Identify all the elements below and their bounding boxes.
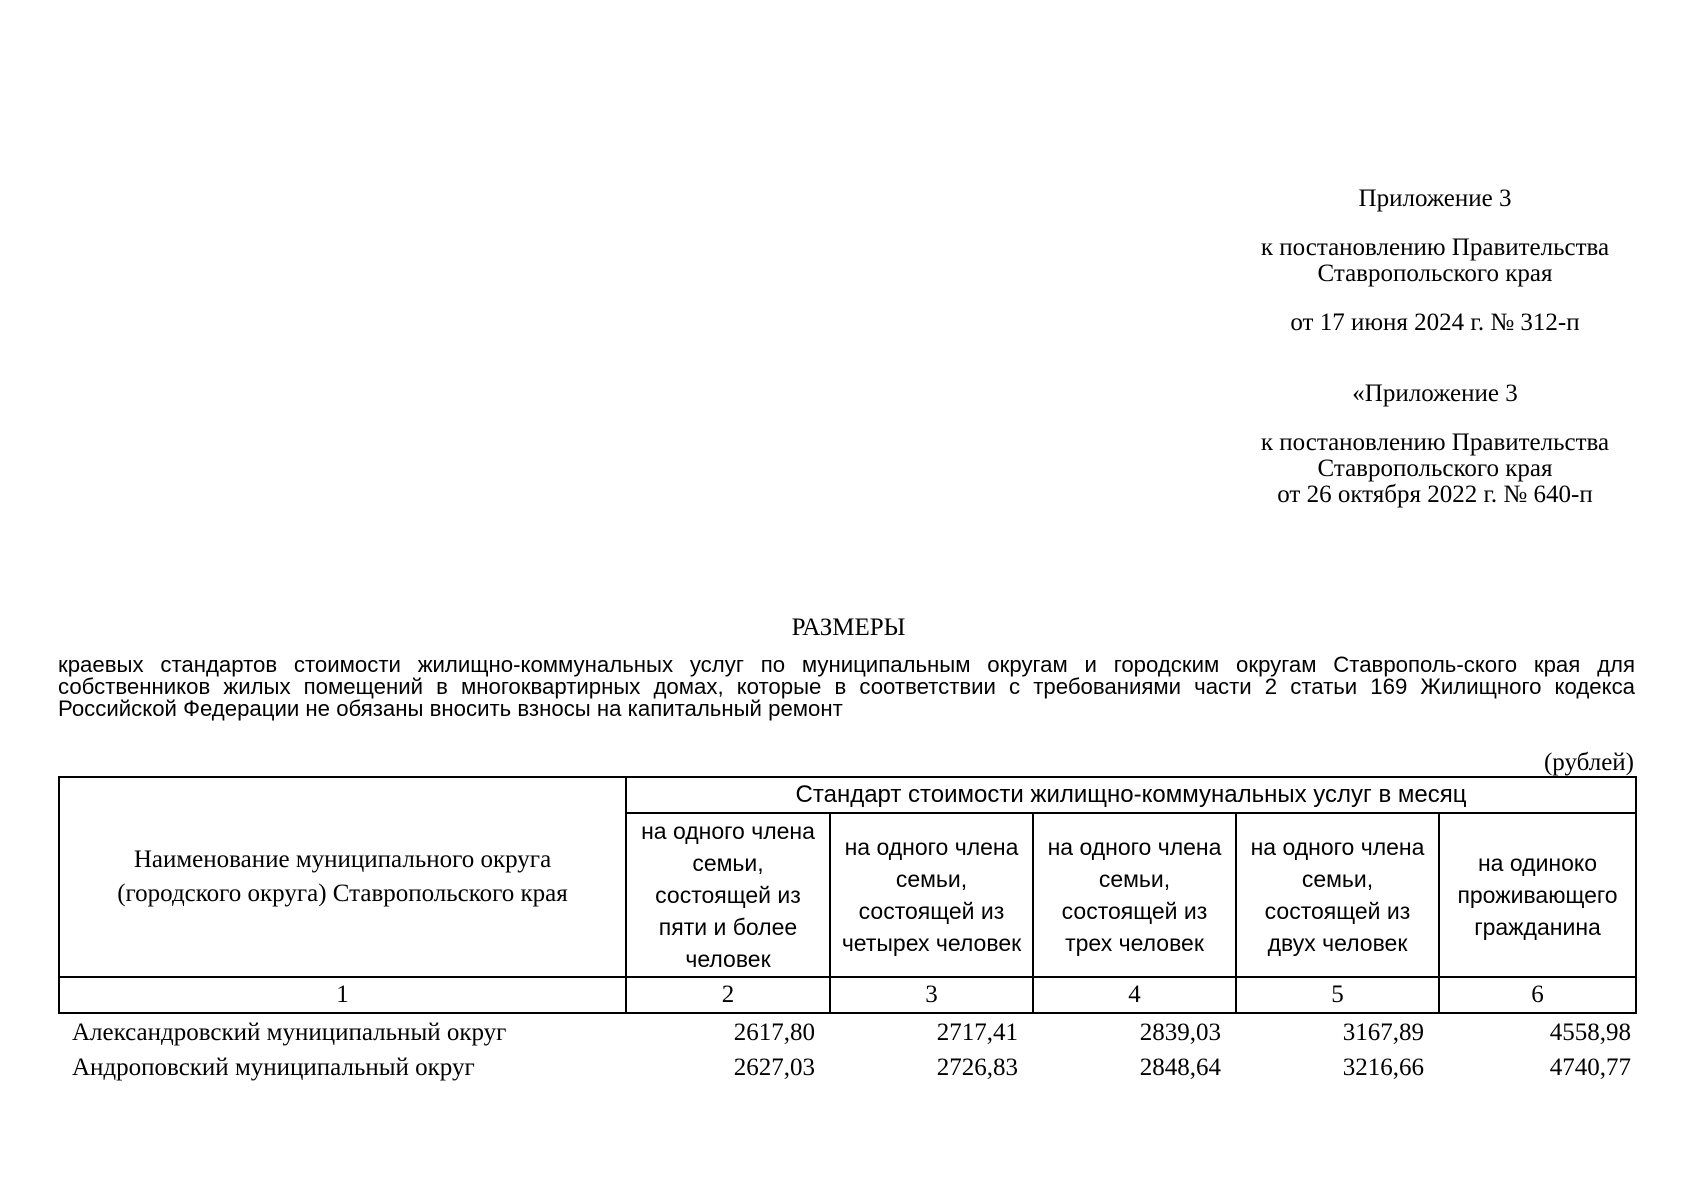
value-five-plus: 2617,80 (733, 1018, 815, 1046)
value-three: 2839,03 (1139, 1018, 1221, 1046)
value-single: 4558,98 (1549, 1018, 1631, 1046)
district-name: Андроповский муниципальный округ (72, 1053, 475, 1081)
column-number: 4 (1033, 977, 1236, 1013)
region-line: Ставропольского края (1317, 260, 1553, 287)
column-header-single: на одиноко проживающего гражданина (1439, 813, 1636, 977)
original-decree-date: от 26 октября 2022 г. № 640-п (1277, 481, 1593, 508)
column-number: 3 (830, 977, 1033, 1013)
table-row (58, 1015, 1635, 1050)
document-title: РАЗМЕРЫ (791, 614, 906, 641)
decree-line: к постановлению Правительства (1260, 234, 1610, 261)
column-header-five-plus: на одного члена семьи, состоящей из пяти и более человек (626, 813, 830, 977)
column-header-four: на одного члена семьи, состоящей из четырех человек (830, 813, 1033, 977)
column-number: 1 (59, 977, 626, 1013)
value-three: 2848,64 (1139, 1053, 1221, 1081)
header-block-appendix (1230, 186, 1640, 336)
original-region-line: Ставропольского края (1317, 455, 1553, 482)
value-four: 2726,83 (936, 1053, 1018, 1081)
standards-table-body (58, 1015, 1635, 1085)
column-number: 6 (1439, 977, 1636, 1013)
column-header-two: на одного члена семьи, состоящей из двух человек (1236, 813, 1439, 977)
column-header-district-name: Наименование муниципального округа (городского округа) Ставропольского края (59, 777, 626, 977)
value-two: 3216,66 (1342, 1053, 1424, 1081)
value-single: 4740,77 (1549, 1053, 1631, 1081)
value-two: 3167,89 (1342, 1018, 1424, 1046)
column-number: 2 (626, 977, 830, 1013)
header-block-original-appendix (1230, 381, 1640, 508)
decree-date: от 17 июня 2024 г. № 312-п (1290, 309, 1580, 336)
district-name: Александровский муниципальный округ (72, 1018, 507, 1046)
value-four: 2717,41 (936, 1018, 1018, 1046)
column-number: 5 (1236, 977, 1439, 1013)
value-five-plus: 2627,03 (733, 1053, 815, 1081)
original-appendix-label: «Приложение 3 (1352, 380, 1518, 407)
original-decree-line: к постановлению Правительства (1260, 429, 1610, 456)
units-label: (рублей) (1543, 749, 1634, 776)
appendix-label: Приложение 3 (1358, 185, 1512, 212)
table-row (58, 1050, 1635, 1085)
standards-table-header (58, 776, 1637, 1014)
column-group-header: Стандарт стоимости жилищно-коммунальных услуг в месяц (626, 777, 1636, 813)
document-subtitle: краевых стандартов стоимости жилищно-коммунальных услуг по муниципальным округам и городским округам Ставрополь-ского края для собственников жилых помещений в многоквартирных домах, которые в соответствии с требованиями части 2 статьи 169 Жилищного кодекса Российской Федерации не обязаны вносить взносы на капитальный ремонт (58, 652, 1635, 721)
column-header-three: на одного члена семьи, состоящей из трех человек (1033, 813, 1236, 977)
